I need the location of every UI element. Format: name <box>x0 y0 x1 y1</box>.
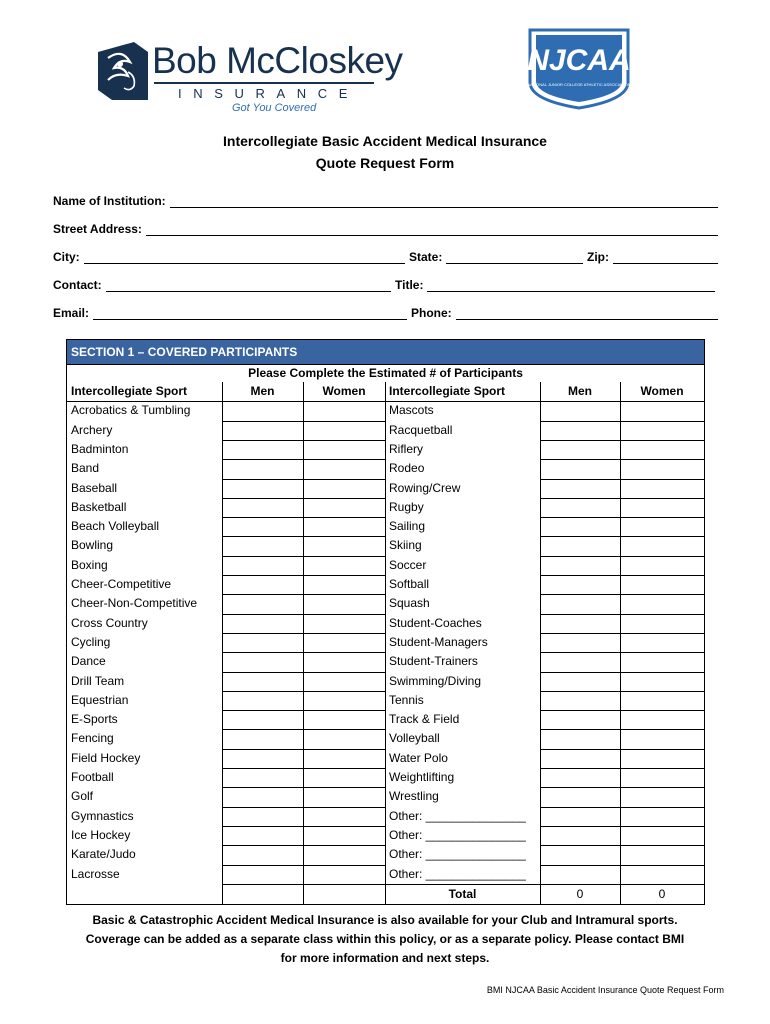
club-note-line2: Coverage can be added as a separate class within this policy, or as a separate policy. Please contact BMI <box>85 932 685 946</box>
men-count-input[interactable] <box>222 845 303 864</box>
women-count-input[interactable] <box>620 865 704 884</box>
sport-name-right: Other: _______________ <box>389 827 526 842</box>
women-count-input[interactable] <box>303 459 385 478</box>
women-count-input[interactable] <box>303 845 385 864</box>
women-count-input[interactable] <box>303 768 385 787</box>
sport-name-right: Swimming/Diving <box>389 673 482 688</box>
city-label: City: <box>53 250 80 264</box>
sport-name-right: Weightlifting <box>389 770 455 784</box>
women-count-input[interactable] <box>620 440 704 459</box>
sport-name-left: E-Sports <box>71 712 118 727</box>
women-count-input[interactable] <box>303 807 385 826</box>
row-rule <box>540 787 704 788</box>
sport-name-right: Softball <box>389 577 430 591</box>
men-count-input[interactable] <box>222 633 303 652</box>
sport-name-right: Mascots <box>389 403 434 418</box>
sport-name-left: Acrobatics & Tumbling <box>71 403 191 418</box>
col-header-sport-left: Intercollegiate Sport <box>71 384 188 398</box>
row-rule <box>540 826 704 827</box>
bob-mccloskey-logo <box>98 38 403 118</box>
women-count-input[interactable] <box>620 729 704 748</box>
row-rule <box>540 498 704 499</box>
col-header-sport-right: Intercollegiate Sport <box>389 384 506 398</box>
street-label: Street Address: <box>53 222 142 236</box>
women-count-input[interactable] <box>620 749 704 768</box>
men-count-input[interactable] <box>222 865 303 884</box>
men-count-input[interactable] <box>540 672 620 691</box>
column-rule <box>385 382 386 904</box>
men-count-input[interactable] <box>222 517 303 536</box>
row-rule <box>540 652 704 653</box>
women-count-input[interactable] <box>303 401 385 420</box>
email-label: Email: <box>53 306 90 320</box>
women-count-input[interactable] <box>620 594 704 613</box>
men-count-input[interactable] <box>540 749 620 768</box>
sport-name-left: Dance <box>71 654 106 669</box>
women-count-input[interactable] <box>303 865 385 884</box>
page-footer: BMI NJCAA Basic Accident Insurance Quote Request Form <box>486 985 724 995</box>
sport-name-right: Other: _______________ <box>389 866 526 881</box>
row-rule <box>540 536 704 537</box>
zip-field[interactable] <box>613 251 718 264</box>
sport-name-right: Student-Managers <box>389 634 488 649</box>
women-count-input[interactable] <box>620 498 704 517</box>
men-count-input[interactable] <box>540 401 620 420</box>
bmc-tagline: Got You Covered <box>232 102 317 114</box>
men-count-input[interactable] <box>540 536 620 555</box>
contact-label: Contact: <box>53 278 102 292</box>
sport-name-right: Soccer <box>389 557 427 572</box>
phone-label: Phone: <box>411 306 452 320</box>
men-count-input[interactable] <box>540 633 620 652</box>
col-header-men-left: Men <box>250 384 275 398</box>
sport-name-right: Student-Coaches <box>389 615 482 630</box>
sport-name-right: Other: _______________ <box>389 808 526 823</box>
men-count-input[interactable] <box>222 729 303 748</box>
state-field[interactable] <box>446 251 583 264</box>
sport-name-left: Basketball <box>71 499 127 514</box>
men-count-input[interactable] <box>540 556 620 575</box>
row-rule <box>540 594 704 595</box>
participants-instruction: Please Complete the Estimated # of Participants <box>248 366 523 380</box>
bmc-divider <box>154 82 374 84</box>
men-count-input[interactable] <box>540 768 620 787</box>
city-field[interactable] <box>84 251 405 264</box>
column-rule <box>222 382 223 904</box>
row-rule <box>540 710 704 711</box>
women-count-input[interactable] <box>303 498 385 517</box>
women-count-input[interactable] <box>303 729 385 748</box>
women-count-input[interactable] <box>620 652 704 671</box>
row-rule <box>540 749 704 750</box>
sport-name-left: Drill Team <box>71 673 125 688</box>
women-count-input[interactable] <box>303 575 385 594</box>
column-rule <box>620 382 621 904</box>
women-count-input[interactable] <box>620 421 704 440</box>
email-row <box>53 302 718 320</box>
street-field[interactable] <box>146 223 718 236</box>
njcaa-logo <box>524 26 634 110</box>
contact-field[interactable] <box>106 279 391 292</box>
men-count-input[interactable] <box>222 556 303 575</box>
women-count-input[interactable] <box>303 594 385 613</box>
men-count-input[interactable] <box>540 710 620 729</box>
bmc-subtitle: INSURANCE <box>178 86 359 101</box>
institution-row <box>53 190 718 208</box>
row-rule <box>540 440 704 441</box>
sport-name-right: Student-Trainers <box>389 654 478 669</box>
njcaa-wordmark: NJCAA <box>527 44 631 77</box>
sport-name-left: Gymnastics <box>71 808 134 823</box>
men-count-input[interactable] <box>540 440 620 459</box>
club-note-line3: for more information and next steps. <box>280 951 490 965</box>
men-count-input[interactable] <box>540 575 620 594</box>
men-count-input[interactable] <box>222 594 303 613</box>
institution-label: Name of Institution: <box>53 194 166 208</box>
women-count-input[interactable] <box>620 845 704 864</box>
total-label: Total <box>448 886 477 901</box>
men-count-input[interactable] <box>222 536 303 555</box>
row-rule <box>540 807 704 808</box>
women-count-input[interactable] <box>303 517 385 536</box>
club-note-line1: Basic & Catastrophic Accident Medical Insurance is also available for your Club and Intramural sports. <box>92 913 678 927</box>
women-count-input[interactable] <box>620 459 704 478</box>
sport-name-left: Golf <box>71 789 94 804</box>
women-count-input[interactable] <box>303 749 385 768</box>
women-count-input[interactable] <box>620 633 704 652</box>
women-count-input[interactable] <box>620 614 704 633</box>
sport-name-right: Squash <box>389 596 430 611</box>
sport-name-left: Band <box>71 461 100 476</box>
section-header: SECTION 1 – COVERED PARTICIPANTS <box>67 340 704 364</box>
sport-name-left: Cross Country <box>71 615 148 630</box>
women-count-input[interactable] <box>620 672 704 691</box>
women-count-input[interactable] <box>303 614 385 633</box>
state-label: State: <box>409 250 443 264</box>
sport-name-right: Sailing <box>389 519 426 534</box>
bmc-name: Bob McCloskey <box>152 40 403 81</box>
men-count-input[interactable] <box>222 459 303 478</box>
zip-label: Zip: <box>587 250 609 264</box>
men-count-input[interactable] <box>222 710 303 729</box>
men-count-input[interactable] <box>222 401 303 420</box>
col-header-men-right: Men <box>568 384 592 398</box>
men-count-input[interactable] <box>222 807 303 826</box>
sport-name-right: Other: _______________ <box>389 847 526 862</box>
women-count-input[interactable] <box>620 479 704 498</box>
women-count-input[interactable] <box>303 710 385 729</box>
women-count-input[interactable] <box>303 556 385 575</box>
sport-name-right: Racquetball <box>389 422 453 437</box>
row-rule <box>540 768 704 769</box>
sport-name-right: Rowing/Crew <box>389 480 461 495</box>
njcaa-fullname: NATIONAL JUNIOR COLLEGE ATHLETIC ASSOCIATION <box>527 82 631 87</box>
men-count-input[interactable] <box>222 614 303 633</box>
row-rule <box>540 556 704 557</box>
men-count-input[interactable] <box>222 691 303 710</box>
women-count-input[interactable] <box>303 536 385 555</box>
institution-field[interactable] <box>170 195 718 208</box>
sport-name-right: Rodeo <box>389 461 425 476</box>
women-count-input[interactable] <box>620 536 704 555</box>
men-count-input[interactable] <box>540 807 620 826</box>
men-count-input[interactable] <box>222 787 303 806</box>
women-count-input[interactable] <box>620 710 704 729</box>
women-count-input[interactable] <box>303 479 385 498</box>
women-count-input[interactable] <box>303 440 385 459</box>
men-count-input[interactable] <box>540 498 620 517</box>
total-women-value: 0 <box>658 886 666 901</box>
men-count-input[interactable] <box>222 498 303 517</box>
women-count-input[interactable] <box>303 787 385 806</box>
men-count-input[interactable] <box>222 652 303 671</box>
sport-name-left: Lacrosse <box>71 866 120 881</box>
women-count-input[interactable] <box>620 826 704 845</box>
men-count-input[interactable] <box>222 749 303 768</box>
row-rule <box>540 479 704 480</box>
row-rule <box>540 691 704 692</box>
men-count-input[interactable] <box>540 865 620 884</box>
sport-name-right: Water Polo <box>389 750 448 765</box>
men-count-input[interactable] <box>540 845 620 864</box>
men-count-input[interactable] <box>540 517 620 536</box>
col-header-women-left: Women <box>322 384 366 398</box>
row-rule <box>540 672 704 673</box>
title-label: Title: <box>395 278 424 292</box>
city-row <box>53 246 718 264</box>
column-rule <box>303 382 304 904</box>
sport-name-left: Beach Volleyball <box>71 519 160 534</box>
men-count-input[interactable] <box>222 479 303 498</box>
women-count-input[interactable] <box>620 691 704 710</box>
men-count-input[interactable] <box>222 440 303 459</box>
men-count-input[interactable] <box>540 787 620 806</box>
row-rule <box>540 729 704 730</box>
men-count-input[interactable] <box>540 826 620 845</box>
women-count-input[interactable] <box>620 517 704 536</box>
row-rule <box>540 614 704 615</box>
title-field[interactable] <box>427 279 715 292</box>
men-count-input[interactable] <box>540 594 620 613</box>
sport-name-left: Cheer-Competitive <box>71 577 172 591</box>
sport-name-left: Karate/Judo <box>71 847 136 862</box>
total-men-value: 0 <box>576 886 584 901</box>
women-count-input[interactable] <box>303 691 385 710</box>
sport-name-left: Cheer-Non-Competitive <box>71 596 198 611</box>
sport-name-right: Wrestling <box>389 789 439 804</box>
women-count-input[interactable] <box>620 556 704 575</box>
women-count-input[interactable] <box>303 826 385 845</box>
men-count-input[interactable] <box>540 691 620 710</box>
participants-table <box>66 339 705 905</box>
men-count-input[interactable] <box>222 421 303 440</box>
row-rule <box>540 459 704 460</box>
sport-name-left: Ice Hockey <box>71 827 131 842</box>
sport-name-left: Equestrian <box>71 692 129 707</box>
row-rule <box>540 865 704 866</box>
sport-name-right: Volleyball <box>389 731 440 746</box>
men-count-input[interactable] <box>222 672 303 691</box>
sport-name-left: Archery <box>71 422 113 437</box>
email-field[interactable] <box>93 307 407 320</box>
phone-field[interactable] <box>456 307 718 320</box>
sport-name-left: Field Hockey <box>71 750 141 765</box>
sport-name-left: Badminton <box>71 441 129 456</box>
sport-name-right: Rugby <box>389 499 424 514</box>
row-rule <box>540 633 704 634</box>
men-count-input[interactable] <box>222 826 303 845</box>
women-count-input[interactable] <box>303 672 385 691</box>
sport-name-left: Cycling <box>71 634 111 649</box>
sport-name-left: Bowling <box>71 538 114 553</box>
women-count-input[interactable] <box>620 575 704 594</box>
men-count-input[interactable] <box>222 768 303 787</box>
contact-row <box>53 274 718 292</box>
row-rule <box>540 575 704 576</box>
bmc-logo-icon <box>98 42 148 100</box>
row-rule <box>67 364 704 365</box>
form-subtitle: Quote Request Form <box>315 155 455 171</box>
sport-name-right: Riflery <box>389 441 424 456</box>
men-count-input[interactable] <box>540 729 620 748</box>
women-count-input[interactable] <box>303 633 385 652</box>
men-count-input[interactable] <box>540 421 620 440</box>
women-count-input[interactable] <box>303 421 385 440</box>
women-count-input[interactable] <box>620 807 704 826</box>
sport-name-right: Skiing <box>389 538 422 553</box>
column-rule <box>540 382 541 904</box>
men-count-input[interactable] <box>540 614 620 633</box>
sport-name-right: Track & Field <box>389 712 460 727</box>
row-rule <box>540 421 704 422</box>
women-count-input[interactable] <box>620 787 704 806</box>
men-count-input[interactable] <box>540 459 620 478</box>
row-rule <box>222 884 704 885</box>
men-count-input[interactable] <box>540 652 620 671</box>
form-title: Intercollegiate Basic Accident Medical Insurance <box>223 133 547 149</box>
men-count-input[interactable] <box>222 575 303 594</box>
women-count-input[interactable] <box>620 768 704 787</box>
sport-name-left: Fencing <box>71 731 114 746</box>
sport-name-left: Boxing <box>71 557 108 572</box>
col-header-women-right: Women <box>640 384 684 398</box>
sport-name-left: Football <box>71 770 114 784</box>
women-count-input[interactable] <box>303 652 385 671</box>
men-count-input[interactable] <box>540 479 620 498</box>
sport-name-left: Baseball <box>71 480 118 495</box>
row-rule <box>540 845 704 846</box>
street-row <box>53 218 718 236</box>
sport-name-right: Tennis <box>389 692 424 707</box>
women-count-input[interactable] <box>620 401 704 420</box>
row-rule <box>540 517 704 518</box>
